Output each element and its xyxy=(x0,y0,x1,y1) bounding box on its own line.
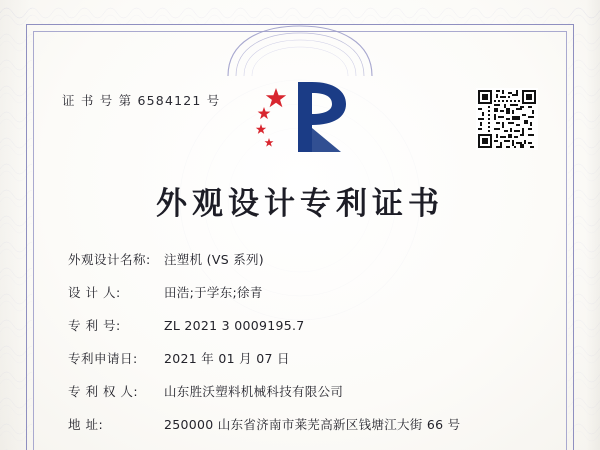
field-row-patentee xyxy=(68,382,540,415)
field-row-designer xyxy=(68,283,540,316)
field-value: 注塑机 (VS 系列) xyxy=(164,252,264,267)
page-title: 外观设计专利证书 xyxy=(156,186,444,222)
field-value: 田浩;于学东;徐青 xyxy=(164,285,263,300)
arch-ornament-icon xyxy=(225,24,375,76)
certificate-number: 证 书 号 第 6584121 号 xyxy=(62,93,221,108)
field-label: 外观设计名称: xyxy=(68,252,151,267)
qr-code xyxy=(476,88,538,150)
field-value: 250000 山东省济南市莱芜高新区钱塘江大街 66 号 xyxy=(164,417,461,432)
field-value: 2021 年 01 月 07 日 xyxy=(164,351,290,366)
field-row-design-name xyxy=(68,250,540,283)
field-label: 专 利 号: xyxy=(68,318,121,333)
field-value: ZL 2021 3 0009195.7 xyxy=(164,318,305,333)
field-label: 地 址: xyxy=(68,417,104,432)
field-label: 专 利 权 人: xyxy=(68,384,139,399)
field-row-application-date xyxy=(68,349,540,382)
field-label: 专利申请日: xyxy=(68,351,138,366)
patent-office-logo-icon xyxy=(246,78,354,156)
field-row-patent-number xyxy=(68,316,540,349)
field-list xyxy=(68,250,540,448)
field-row-address xyxy=(68,415,540,448)
field-label: 设 计 人: xyxy=(68,285,121,300)
field-value: 山东胜沃塑料机械科技有限公司 xyxy=(164,384,344,399)
